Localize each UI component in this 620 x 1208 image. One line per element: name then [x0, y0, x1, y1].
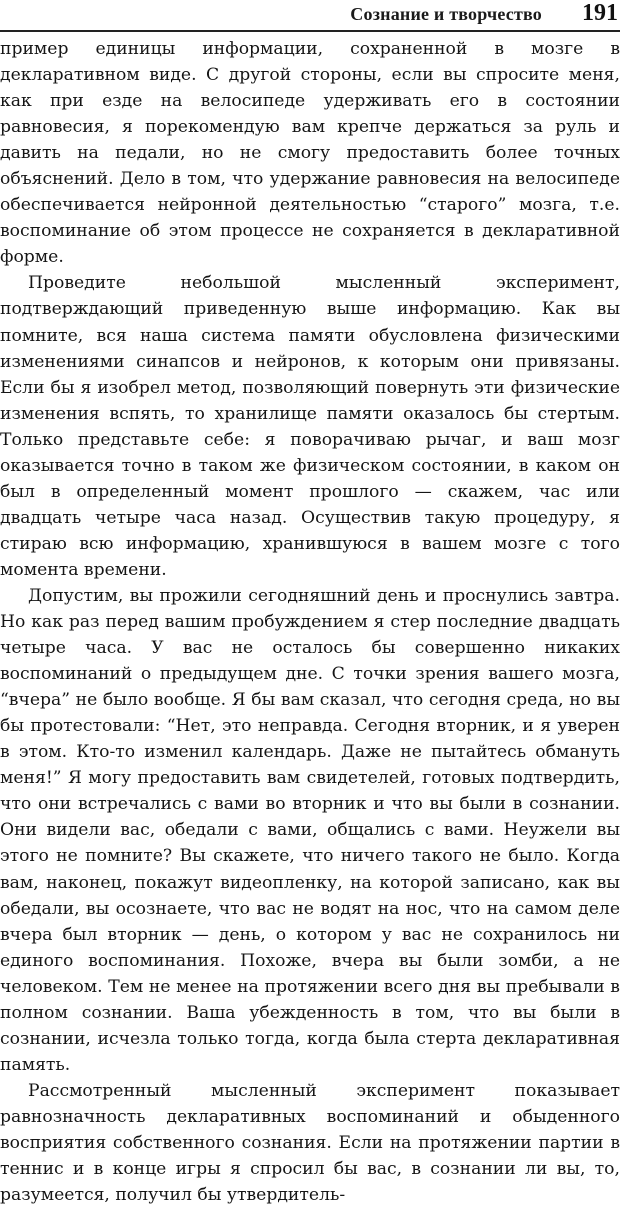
page-number: 191 [582, 0, 618, 26]
header-title: Сознание и творчество [350, 4, 542, 24]
paragraph: Рассмотренный мысленный эксперимент показывает равнозначность декларативных воспоминаний и обыденного восприятия собственного сознания. Если на протяжении партии в теннис и в конце игры я спросил бы вас, в сознании ли вы, то, разумеется, получил бы утвердитель- [0, 1080, 620, 1206]
paragraph: Допустим, вы прожили сегодняшний день и проснулись завтра. Но как раз перед вашим пробуждением я стер последние двадцать четыре часа. У вас не осталось бы совершенно никаких воспоминаний о предыдущем дне. С точки зрения вашего мозга, “вчера” не было вообще. Я бы вам сказал, что сегодня среда, но вы бы протестовали: “Нет, это неправда. Сегодня вторник, и я уверен в этом. Кто-то изменил календарь. Даже не пытайтесь обмануть меня!” Я могу предоставить вам свидетелей, готовых подтвердить, что они встречались с вами во вторник и что вы были в сознании. Они видели вас, обедали с вами, общались с вами. Неужели вы этого не помните? Вы скажете, что ничего такого не было. Когда вам, наконец, покажут видеопленку, на которой записано, как вы обедали, вы осознаете, что вас не водят на нос, что на самом деле вчера был вторник — день, о котором у вас не сохранилось ни единого воспоминания. Похоже, вчера вы были зомби, а не человеком. Тем не менее на протяжении всего дня вы пребывали в полном сознании. Ваша убежденность в том, что вы были в сознании, исчезла только тогда, когда была стерта декларативная память. [0, 585, 620, 1075]
running-header [0, 0, 620, 32]
paragraph: пример единицы информации, сохраненной в мозге в декларативном виде. С другой стороны, если вы спросите меня, как при езде на велосипеде удерживать его в состоянии равновесия, я порекомендую вам крепче держаться за руль и давить на педали, но не смогу предоставить более точных объяснений. Дело в том, что удержание равновесия на велосипеде обеспечивается нейронной деятельностью “старого” мозга, т.е. воспоминание об этом процессе не сохраняется в декларативной форме. [0, 39, 620, 268]
paragraph: Проведите небольшой мысленный эксперимент, подтверждающий приведенную выше информацию. Как вы помните, вся наша система памяти обусловлена физическими изменениями синапсов и нейронов, к которым они привязаны. Если бы я изобрел метод, позволяющий повернуть эти физические изменения вспять, то хранилище памяти оказалось бы стертым. Только представьте себе: я поворачиваю рычаг, и ваш мозг оказывается точно в таком же физическом состоянии, в каком он был в определенный момент прошлого — скажем, час или двадцать четыре часа назад. Осуществив такую процедуру, я стираю всю информацию, хранившуюся в вашем мозге с того момента времени. [0, 273, 620, 580]
body-text [0, 36, 620, 1208]
